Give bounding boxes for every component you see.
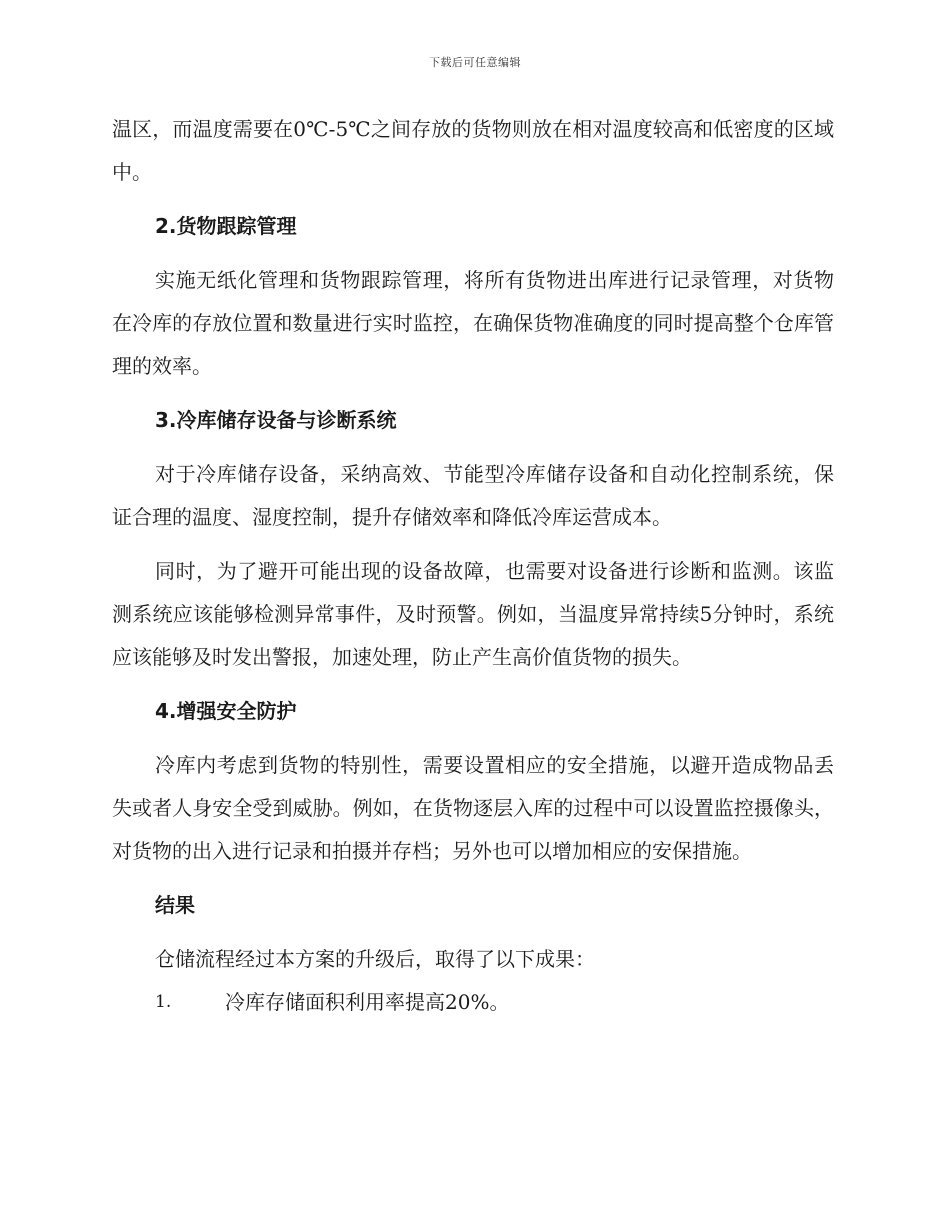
list-item-number: 1. <box>155 992 172 1012</box>
list-item <box>112 981 834 1024</box>
list-item-text: 冷库存储面积利用率提高20%。 <box>225 990 510 1014</box>
paragraph-equipment: 对于冷库储存设备，采纳高效、节能型冷库储存设备和自动化控制系统，保证合理的温度、湿度控制，提升存储效率和降低冷库运营成本。 <box>112 462 834 529</box>
document-body <box>112 108 834 1024</box>
paragraph-result: 仓储流程经过本方案的升级后，取得了以下成果： <box>155 947 595 971</box>
paragraph-security: 冷库内考虑到货物的特别性，需要设置相应的安全措施，以避开造成物品丢失或者人身安全受到威胁。例如，在货物逐层入库的过程中可以设置监控摄像头，对货物的出入进行记录和拍摄并存档；另外也可以增加相应的安保措施。 <box>112 753 834 863</box>
paragraph-tracking: 实施无纸化管理和货物跟踪管理，将所有货物进出库进行记录管理，对货物在冷库的存放位置和数量进行实时监控，在确保货物准确度的同时提高整个仓库管理的效率。 <box>112 268 834 378</box>
section-heading-4: 4.增强安全防护 <box>155 699 297 723</box>
paragraph-diagnosis: 同时，为了避开可能出现的设备故障，也需要对设备进行诊断和监测。该监测系统应该能够检测异常事件，及时预警。例如，当温度异常持续5分钟时，系统应该能够及时发出警报，加速处理，防止产生高价值货物的损失。 <box>112 559 834 669</box>
section-heading-2: 2.货物跟踪管理 <box>155 214 297 238</box>
section-heading-result: 结果 <box>155 893 195 917</box>
section-heading-3: 3.冷库储存设备与诊断系统 <box>155 408 397 432</box>
paragraph-continued: 温区，而温度需要在0℃-5℃之间存放的货物则放在相对温度较高和低密度的区域中。 <box>112 117 834 184</box>
page-header-note: 下载后可任意编辑 <box>429 56 521 69</box>
